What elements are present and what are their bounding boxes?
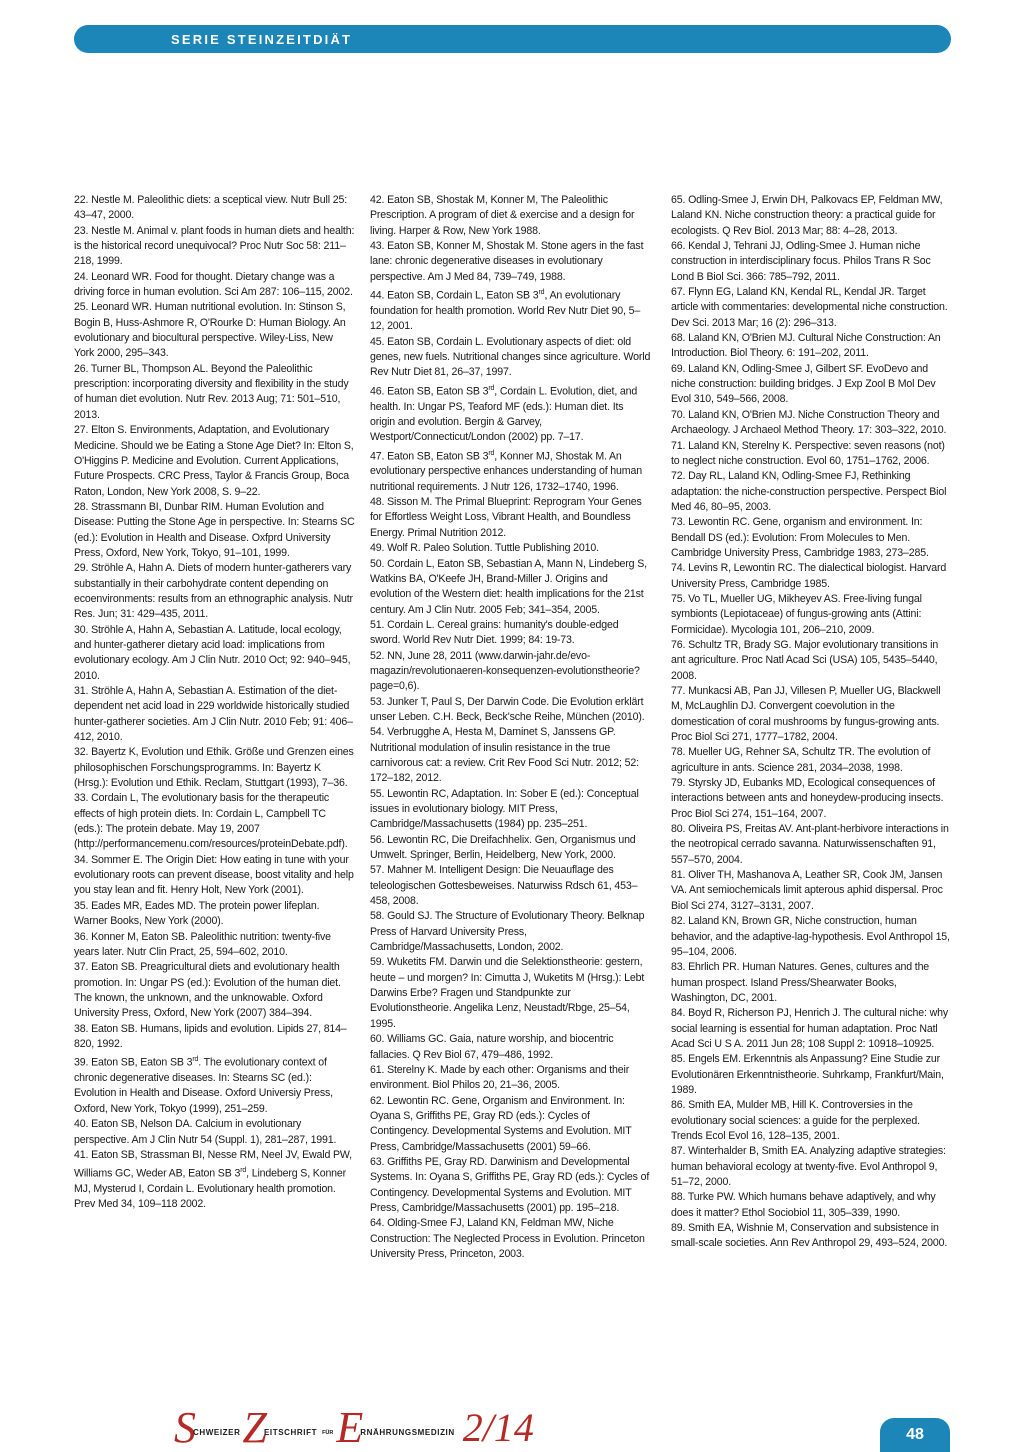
reference-entry: 64. Olding-Smee FJ, Laland KN, Feldman MW, Niche Construction: The Neglected Process in Evolution. Princeton University Press, Princeton, 2003. [370, 1217, 645, 1260]
issue-number: 2/14 [462, 1405, 534, 1450]
reference-entry: 83. Ehrlich PR. Human Natures. Genes, cultures and the human prospect. Island Press/Shearwater Books, Washington, DC, 2001. [671, 961, 930, 1004]
logo-initial-z: Z [242, 1403, 267, 1452]
reference-entry: 80. Oliveira PS, Freitas AV. Ant-plant-herbivore interactions in the neotropical cerrado savanna. Naturwissenschaften 91, 557–570, 2004. [671, 823, 949, 866]
reference-entry: 73. Lewontin RC. Gene, organism and environment. In: Bendall DS (ed.): Evolution: From Molecules to Men. Cambridge University Press, Cambridge 1983, 273–285. [671, 516, 929, 559]
reference-entry: 46. Eaton SB, Eaton SB 3rd, Cordain L. Evolution, diet, and health. In: Ungar PS, Teaford MF (eds.): Human diet. Its origin and evolution. Bergin & Garvey, Westport/Connecticut/London (2002) pp. 7–17. [370, 384, 638, 444]
reference-entry: 23. Nestle M. Animal v. plant foods in human diets and health: is the historical record unequivocal? Proc Nutr Soc 58: 211–218, 1999. [74, 224, 355, 268]
reference-entry: 44. Eaton SB, Cordain L, Eaton SB 3rd, An evolutionary foundation for health promotion. World Rev Nutr Diet 90, 5–12, 2001. [370, 289, 641, 333]
reference-entry: 84. Boyd R, Richerson PJ, Henrich J. The cultural niche: why social learning is essential for human adaptation. Proc Natl Acad Sci U S A. 2011 Jun 28; 108 Suppl 2: 10918–10925. [671, 1007, 948, 1050]
reference-entry: 51. Cordain L. Cereal grains: humanity's double-edged sword. World Rev Nutr Diet. 1999; 84: 19-73. [370, 618, 619, 647]
reference-entry: 53. Junker T, Paul S, Der Darwin Code. Die Evolution erklärt unser Leben. C.H. Beck, Beck'sche Reihe, München (2010). [370, 695, 645, 723]
reference-entry: 69. Laland KN, Odling-Smee J, Gilbert SF. EvoDevo and niche construction: building bridges. J Exp Zool B Mol Dev Evol 310, 549–566, 2008. [671, 362, 936, 406]
reference-entry: 55. Lewontin RC, Adaptation. In: Sober E (ed.): Conceptual issues in evolutionary biology. MIT Press, Cambridge/Massachusetts (1984) pp. 235–251. [370, 787, 639, 831]
reference-entry: 39. Eaton SB, Eaton SB 3rd. The evolutionary context of chronic degenerative diseases. In: Stearns SC (ed.): Evolution in Health and Disease. Oxford Universiy Press, Oxford, New York, Tokyo (1999), 251–259. [74, 1056, 333, 1115]
reference-entry: 48. Sisson M. The Primal Blueprint: Reprogram Your Genes for Effortless Weight Loss, Vibrant Health, and Boundless Energy. Primal Nutrition 2012. [370, 496, 642, 539]
reference-entry: 47. Eaton SB, Eaton SB 3rd, Konner MJ, Shostak M. An evolutionary perspective enhances understanding of human nutritional requirements. J Nutr 126, 1732–1740, 1996. [370, 449, 642, 493]
series-title: SERIE STEINZEITDIÄT [171, 31, 353, 47]
reference-entry: 22. Nestle M. Paleolithic diets: a sceptical view. Nutr Bull 25: 43–47, 2000. [74, 194, 348, 222]
reference-entry: 58. Gould SJ. The Structure of Evolutionary Theory. Belknap Press of Harvard University Press, Cambridge/Massachusetts, London, 2002. [370, 910, 645, 954]
logo-text-schweizer: CHWEIZER [193, 1428, 241, 1437]
reference-entry: 28. Strassmann BI, Dunbar RIM. Human Evolution and Disease: Putting the Stone Age in perspective. In: Stearns SC (ed.): Evolution in Health and Disease. Oxfprd University Press, Oxford, New York, Tokyo, 91–101, 1999. [74, 500, 355, 559]
reference-entry: 77. Munkacsi AB, Pan JJ, Villesen P, Mueller UG, Blackwell M, McLaughlin DJ. Convergent coevolution in the domestication of coral mushrooms by fungus-growing ants. Proc Biol Sci 271, 1777–1782, 2004. [671, 685, 941, 744]
reference-entry: 79. Styrsky JD, Eubanks MD, Ecological consequences of interactions between ants and honeydew-producing insects. Proc Biol Sci 274, 151–164, 2007. [671, 777, 944, 820]
reference-entry: 75. Vo TL, Mueller UG, Mikheyev AS. Free-living fungal symbionts (Lepiotaceae) of fungus-growing ants (Attini: Formicidae). Mycologia 101, 206–210, 2009. [671, 592, 922, 636]
reference-entry: 65. Odling-Smee J, Erwin DH, Palkovacs EP, Feldman MW, Laland KN. Niche construction theory: a practical guide for ecologists. Q Rev Biol. 2013 Mar; 88: 4–28, 2013. [671, 194, 943, 237]
reference-entry: 74. Levins R, Lewontin RC. The dialectical biologist. Harvard University Press, Cambridge 1985. [671, 562, 947, 590]
page-footer [0, 1400, 1024, 1452]
reference-entry: 37. Eaton SB. Preagricultural diets and evolutionary health promotion. In: Ungar PS (ed.): Evolution of the human diet. The known, the unknown, and the unknowable. Oxford University Press, Oxford, New York (2007) 384–394. [74, 961, 341, 1020]
reference-list [74, 193, 951, 1363]
reference-entry: 76. Schultz TR, Brady SG. Major evolutionary transitions in ant agriculture. Proc Natl Acad Sci (USA) 105, 5435–5440, 2008. [671, 638, 939, 682]
reference-entry: 88. Turke PW. Which humans behave adaptively, and why does it matter? Ethol Sociobiol 11, 305–339, 1990. [671, 1191, 936, 1219]
logo-text-fuer: FÜR [322, 1430, 334, 1436]
reference-entry: 60. Williams GC. Gaia, nature worship, and biocentric fallacies. Q Rev Biol 67, 479–486, 1992. [370, 1033, 614, 1061]
reference-entry: 42. Eaton SB, Shostak M, Konner M, The Paleolithic Prescription. A program of diet & exercise and a design for living. Harper & Row, New York 1988. [370, 194, 635, 237]
reference-entry: 67. Flynn EG, Laland KN, Kendal RL, Kendal JR. Target article with commentaries: developmental niche construction. Dev Sci. 2013 Mar; 16 (2): 296–313. [671, 286, 948, 329]
reference-entry: 32. Bayertz K, Evolution und Ethik. Größe und Grenzen eines philosophischen Forschungsprogramms. In: Bayertz K (Hrsg.): Evolution und Ethik. Reclam, Stuttgart (1993), 7–36. [74, 746, 354, 790]
reference-entry: 52. NN, June 28, 2011 (www.darwin-jahr.de/evo-magazin/revolutionaeren-konsequenzen-evolutionstheorie?page=0,6). [370, 649, 640, 693]
reference-entry: 82. Laland KN, Brown GR, Niche construction, human behavior, and the adaptive-lag-hypothesis. Evol Anthropol 15, 95–104, 2006. [671, 915, 950, 958]
reference-entry: 29. Ströhle A, Hahn A. Diets of modern hunter-gatherers vary substantially in their carbohydrate content depending on ecoenvironments: results from an ethnographic analysis. Nutr Res. Jun; 31: 429–435, 2011. [74, 562, 353, 621]
reference-entry: 68. Laland KN, O'Brien MJ. Cultural Niche Construction: An Introduction. Biol Theory. 6: 191–202, 2011. [671, 332, 941, 360]
reference-entry: 78. Mueller UG, Rehner SA, Schultz TR. The evolution of agriculture in ants. Science 281, 2034–2038, 1998. [671, 746, 931, 774]
logo-initial-e: E [336, 1403, 364, 1452]
reference-entry: 49. Wolf R. Paleo Solution. Tuttle Publishing 2010. [370, 542, 599, 555]
reference-entry: 25. Leonard WR. Human nutritional evolution. In: Stinson S, Bogin B, Huss-Ashmore R, O'Rourke D: Human Biology. An evolutionary and biocultural perspective. Wiley-Liss, New York 2000, 295–343. [74, 301, 346, 360]
logo-word-schweizer [174, 1403, 241, 1452]
reference-entry: 81. Oliver TH, Mashanova A, Leather SR, Cook JM, Jansen VA. Ant semiochemicals limit apterous aphid dispersal. Proc Biol Sci 274, 3127–3131, 2007. [671, 869, 943, 912]
reference-entry: 59. Wuketits FM. Darwin und die Selektionstheorie: gestern, heute – und morgen? In: Cimutta J, Wuketits M (Hrsg.): Lebt Darwins Erbe? Fragen und Standpunkte zur Evolutionstheorie. Angelika Lenz, Neustadt/Rbge, 25–54, 1995. [370, 956, 645, 1030]
reference-entry: 27. Elton S. Environments, Adaptation, and Evolutionary Medicine. Should we be Eating a Stone Age Diet? In: Elton S, O'Higgins P. Medicine and Evolution. Current Applications, Future Prospects. CRC Press, Taylor & Francis Group, Boca Raton, London, New York 2008, S. 9–22. [74, 424, 354, 498]
reference-entry: 85. Engels EM. Erkenntnis als Anpassung? Eine Studie zur Evolutionären Erkenntnistheorie. Suhrkamp, Frankfurt/Main, 1989. [671, 1053, 944, 1096]
reference-entry: 54. Verbrugghe A, Hesta M, Daminet S, Janssens GP. Nutritional modulation of insulin resistance in the true carnivorous cat: a review. Crit Rev Food Sci Nutr. 2012; 52: 172–182, 2012. [370, 726, 639, 785]
reference-entry: 34. Sommer E. The Origin Diet: How eating in tune with your evolutionary roots can prevent disease, boost vitality and help you stay lean and fit. Henry Holt, New York (2001). [74, 853, 354, 897]
reference-entry: 40. Eaton SB, Nelson DA. Calcium in evolutionary perspective. Am J Clin Nutr 54 (Suppl. 1), 281–287, 1991. [74, 1118, 337, 1146]
reference-entry: 50. Cordain L, Eaton SB, Sebastian A, Mann N, Lindeberg S, Watkins BA, O'Keefe JH, Brand-Miller J. Origins and evolution of the Western diet: health implications for the 21st century. Am J Clin Nutr. 2005 Feb; 341–354, 2005. [370, 557, 647, 616]
page-number-badge [880, 1418, 950, 1452]
logo-initial-s: S [174, 1403, 196, 1452]
reference-entry: 86. Smith EA, Mulder MB, Hill K. Controversies in the evolutionary social sciences: a guide for the perplexed. Trends Ecol Evol 16, 128–135, 2001. [671, 1099, 920, 1142]
logo-text-zeitschrift: EITSCHRIFT [263, 1428, 318, 1437]
reference-entry: 26. Turner BL, Thompson AL. Beyond the Paleolithic prescription: incorporating diversity and flexibility in the study of human diet evolution. Nutr Rev. 2013 Aug; 71: 501–510, 2013. [74, 362, 349, 421]
reference-entry: 36. Konner M, Eaton SB. Paleolithic nutrition: twenty-five years later. Nutr Clin Pract, 25, 594–602, 2010. [74, 930, 331, 958]
series-header-bar [74, 25, 951, 53]
reference-entry: 38. Eaton SB. Humans, lipids and evolution. Lipids 27, 814–820, 1992. [74, 1022, 347, 1050]
reference-entry: 66. Kendal J, Tehrani JJ, Odling-Smee J. Human niche construction in interdisciplinary focus. Philos Trans R Soc Lond B Biol Sci. 366: 785–792, 2011. [671, 240, 931, 283]
reference-entry: 63. Griffiths PE, Gray RD. Darwinism and Developmental Systems. In: Oyana S, Griffiths PE, Gray RD (eds.): Cycles of Contingency. Developmental Systems and Evolution. MIT Press, Cambridge/Massachusetts (2001) pp. 195–218. [370, 1155, 650, 1214]
reference-entry: 30. Ströhle A, Hahn A, Sebastian A. Latitude, local ecology, and hunter-gatherer dietary acid load: implications from evolutionary ecology. Am J Clin Nutr. 2010 Oct; 92: 940–945, 2010. [74, 623, 351, 682]
reference-entry: 71. Laland KN, Sterelny K. Perspective: seven reasons (not) to neglect niche construction. Evol 60, 1751–1762, 2006. [671, 439, 945, 467]
logo-text-ernaehrungsmedizin: RNÄHRUNGSMEDIZIN [360, 1428, 455, 1437]
reference-entry: 31. Ströhle A, Hahn A, Sebastian A. Estimation of the diet-dependent net acid load in 229 worldwide historically studied hunter-gatherer societies. Am J Clin Nutr. 2010 Feb; 91: 406–412, 2010. [74, 685, 353, 744]
reference-column-1 [74, 193, 355, 1213]
reference-column-2 [370, 193, 651, 1262]
reference-entry: 70. Laland KN, O'Brien MJ. Niche Construction Theory and Archaeology. J Archaeol Method Theory. 17: 303–322, 2010. [671, 408, 947, 437]
reference-entry: 43. Eaton SB, Konner M, Shostak M. Stone agers in the fast lane: chronic degenerative diseases in evolutionary perspective. Am J Med 84, 739–749, 1988. [370, 240, 644, 283]
reference-entry: 33. Cordain L, The evolutionary basis for the therapeutic effects of high protein diets. In: Cordain L, Campbell TC (eds.): The protein debate. May 19, 2007 (http://performancemenu.com/resources/proteinDebate.pdf). [74, 792, 348, 851]
reference-entry: 62. Lewontin RC. Gene, Organism and Environment. In: Oyana S, Griffiths PE, Gray RD (eds.): Cycles of Contingency. Developmental Systems and Evolution. MIT Press, Cambridge/Massachusetts (2001) 59–66. [370, 1094, 632, 1153]
logo-word-ernaehrungsmedizin [336, 1403, 455, 1452]
reference-entry: 61. Sterelny K. Made by each other: Organisms and their environment. Biol Philos 20, 21–36, 2005. [370, 1063, 630, 1092]
reference-entry: 41. Eaton SB, Strassman BI, Nesse RM, Neel JV, Ewald PW, Williams GC, Weder AB, Eaton SB 3rd, Lindeberg S, Konner MJ, Mysterud I, Cordain L. Evolutionary health promotion. Prev Med 34, 109–118 2002. [74, 1148, 352, 1211]
reference-entry: 56. Lewontin RC, Die Dreifachhelix. Gen, Organismus und Umwelt. Springer, Berlin, Heidelberg, New York, 2000. [370, 833, 636, 862]
page-number: 48 [906, 1426, 924, 1443]
reference-entry: 72. Day RL, Laland KN, Odling-Smee FJ, Rethinking adaptation: the niche-construction perspective. Perspect Biol Med 46, 80–95, 2003. [671, 470, 947, 513]
reference-entry: 87. Winterhalder B, Smith EA. Analyzing adaptive strategies: human behavioral ecology at twenty-five. Evol Anthropol 9, 51–72, 2000. [671, 1145, 946, 1188]
reference-entry: 45. Eaton SB, Cordain L. Evolutionary aspects of diet: old genes, new fuels. Nutritional changes since agriculture. World Rev Nutr Diet 81, 26–37, 1997. [370, 335, 651, 379]
reference-entry: 57. Mahner M. Intelligent Design: Die Neuauflage des teleologischen Gottesbeweises. Naturwiss Rdsch 61, 453–458, 2008. [370, 864, 638, 908]
journal-logo [174, 1402, 574, 1452]
reference-column-3 [671, 193, 952, 1252]
reference-entry: 89. Smith EA, Wishnie M, Conservation and subsistence in small-scale societies. Ann Rev Anthropol 29, 493–524, 2000. [671, 1222, 948, 1250]
reference-entry: 35. Eades MR, Eades MD. The protein power lifeplan. Warner Books, New York (2000). [74, 899, 320, 928]
logo-word-zeitschrift [242, 1403, 318, 1452]
reference-entry: 24. Leonard WR. Food for thought. Dietary change was a driving force in human evolution. Sci Am 287: 106–115, 2002. [74, 270, 353, 299]
